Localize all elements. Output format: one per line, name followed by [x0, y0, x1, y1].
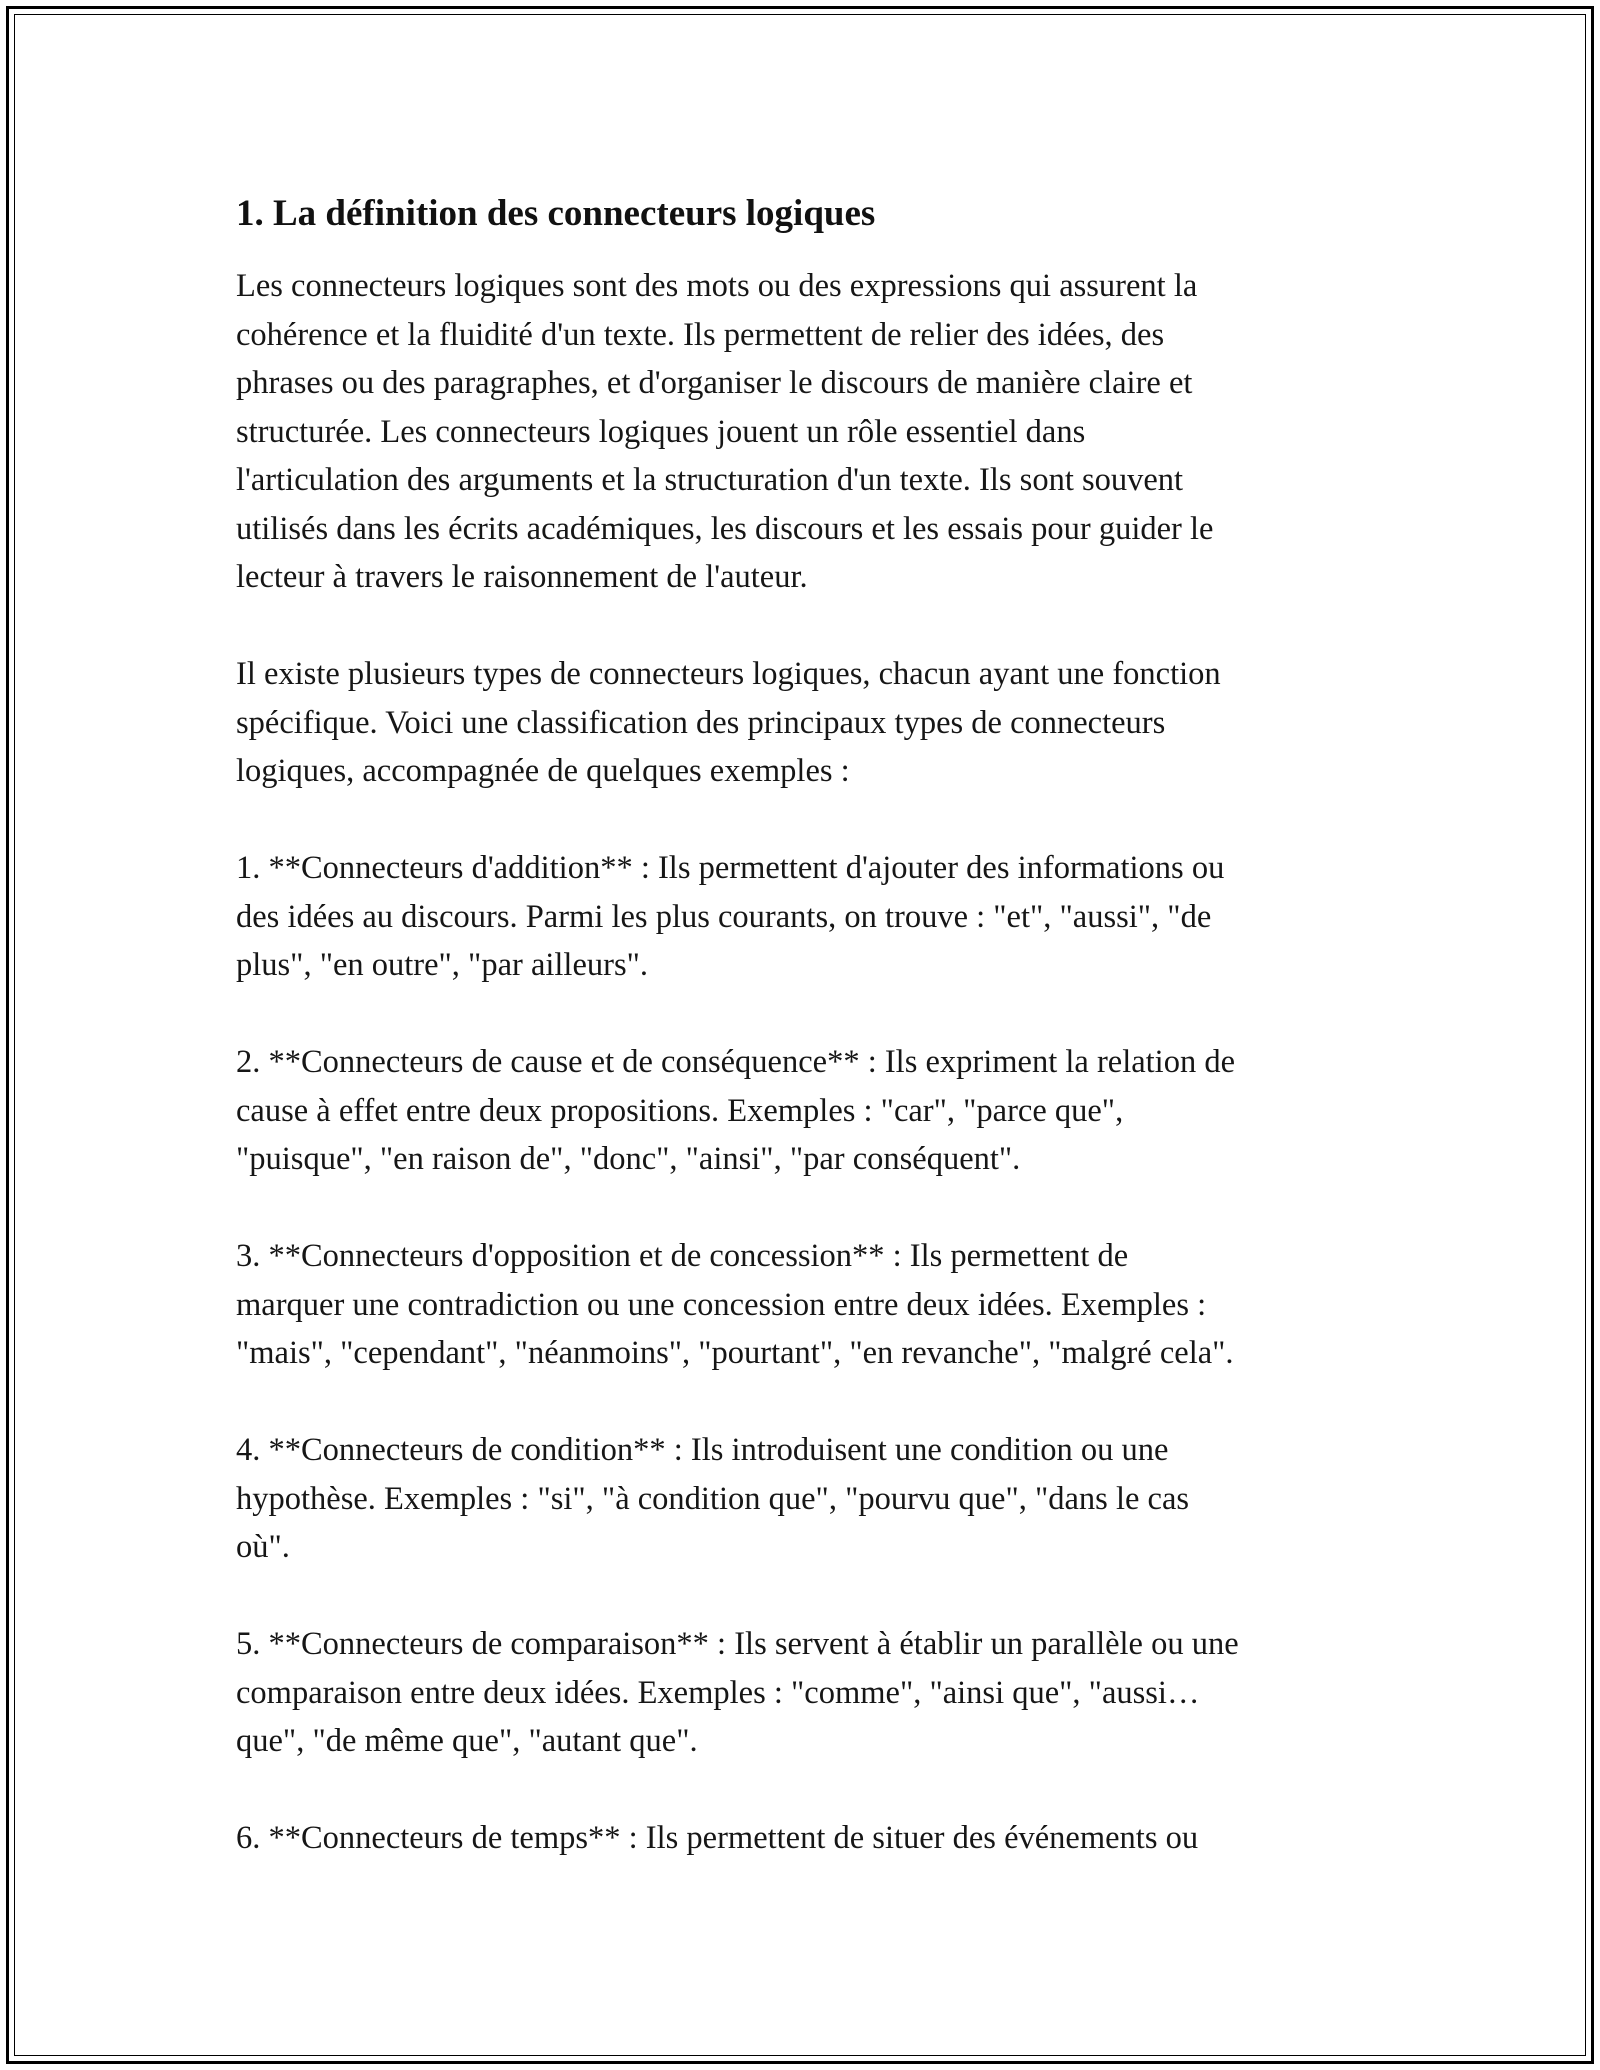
paragraph-types-intro: Il existe plusieurs types de connecteurs logiques, chacun ayant une fonction spécifique. Voici une classification des principaux types de connecteurs logiques, accompagnée de quelques exemples : [236, 656, 1221, 789]
list-item-addition: 1. **Connecteurs d'addition** : Ils permettent d'ajouter des informations ou des idées au discours. Parmi les plus courants, on trouve : "et", "aussi", "de plus", "en outre", "par ailleurs". [236, 850, 1225, 983]
list-item-comparison: 5. **Connecteurs de comparaison** : Ils servent à établir un parallèle ou une comparaison entre deux idées. Exemples : "comme", "ainsi que", "aussi… que", "de même que", "autant que". [236, 1626, 1239, 1759]
document-body [236, 186, 1376, 1911]
list-item-condition: 4. **Connecteurs de condition** : Ils introduisent une condition ou une hypothèse. Exemples : "si", "à condition que", "pourvu que", "dans le cas où". [236, 1432, 1190, 1565]
list-item-time: 6. **Connecteurs de temps** : Ils permettent de situer des événements ou [236, 1820, 1199, 1856]
list-item-cause-consequence: 2. **Connecteurs de cause et de conséquence** : Ils expriment la relation de cause à effet entre deux propositions. Exemples : "car", "parce que", "puisque", "en raison de", "donc", "ainsi", "par conséquent". [236, 1044, 1236, 1177]
paragraph-definition: Les connecteurs logiques sont des mots ou des expressions qui assurent la cohérence et la fluidité d'un texte. Ils permettent de relier des idées, des phrases ou des paragraphes, et d'organiser le discours de manière claire et structurée. Les connecteurs logiques jouent un rôle essentiel dans l'articulation des arguments et la structuration d'un texte. Ils sont souvent utilisés dans les écrits académiques, les discours et les essais pour guider le lecteur à travers le raisonnement de l'auteur. [236, 268, 1214, 595]
section-heading: 1. La définition des connecteurs logiques [236, 193, 876, 234]
list-item-opposition-concession: 3. **Connecteurs d'opposition et de concession** : Ils permettent de marquer une contradiction ou une concession entre deux idées. Exemples : "mais", "cependant", "néanmoins", "pourtant", "en revanche", "malgré cela". [236, 1238, 1234, 1371]
